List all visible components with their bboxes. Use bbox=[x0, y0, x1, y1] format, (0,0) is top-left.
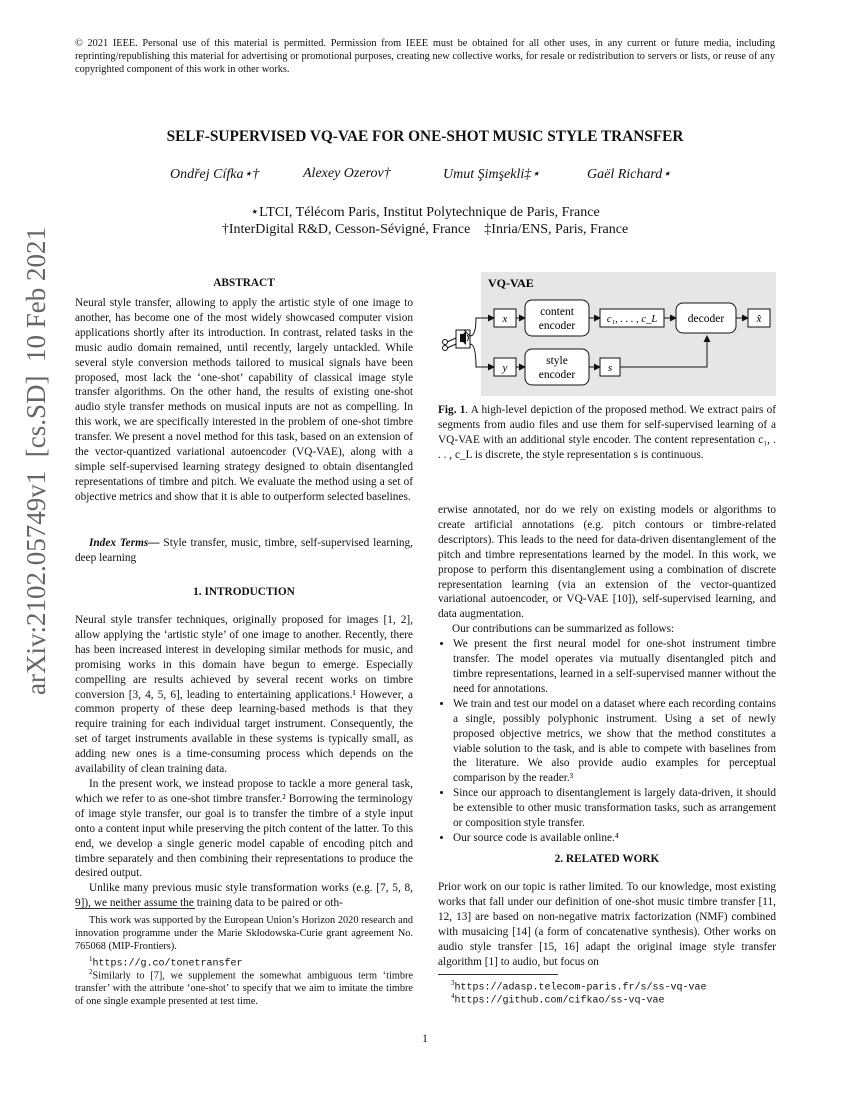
contribution-item: • Our source code is available online.⁴ bbox=[453, 831, 776, 846]
figure-caption-text: . A high-level depiction of the proposed method. We extract pairs of segments from audio files and use them for self-supervised learning of a VQ-VAE with an additional style encoder. The content representation c₁, . . . , c_L is discrete, the style representation s is continuous. bbox=[438, 404, 776, 461]
scissors-icon bbox=[443, 338, 457, 351]
intro-paragraph-2: In the present work, we instead propose to tackle a more general task, which we refer to as one-shot timbre transfer.² Borrowing the terminology of image style transfer, our goal is to transfer the timbre of a style input onto a content input while preserving the pitch content of the latter. To this end, we develop a single generic model capable of encoding pitch and timbre separately and then combining their representations to produce the desired output. bbox=[75, 777, 413, 880]
figure-caption bbox=[438, 403, 776, 463]
footnote-2 bbox=[75, 966, 413, 1008]
index-terms-text: Style transfer, music, timbre, self-supervised learning, deep learning bbox=[75, 537, 413, 564]
affiliation-2: †InterDigital R&D, Cesson-Sévigné, France ‡Inria/ENS, Paris, France bbox=[221, 222, 629, 237]
intro-paragraph-3: Unlike many previous music style transformation works (e.g. [7, 5, 8, 9]), we neither assume the training data to be paired or oth- bbox=[75, 882, 413, 910]
contributions-list bbox=[438, 637, 776, 846]
x-input-label: x bbox=[502, 313, 508, 325]
footnote-4-mark: 4 bbox=[451, 992, 455, 1000]
footnote-3-mark: 3 bbox=[451, 979, 455, 987]
figure-1 bbox=[436, 272, 776, 400]
index-terms-label: Index Terms— bbox=[89, 537, 160, 549]
y-input-label: y bbox=[502, 362, 508, 374]
abstract-text: Neural style transfer, allowing to apply the artistic style of one image to another, has become one of the most widely showcased computer vision applications shortly after its introduction. In contrast, related tasks in the music audio domain remained, until recently, largely untackled. While several style conversion methods tailored to musical signals have been proposed, most lack the ‘one-shot’ capability of classical image style transfer algorithms. On the other hand, the results of existing one-shot audio style transfer methods on musical inputs are not as compelling. In this work, we are specifically interested in the problem of one-shot timbre transfer. We present a novel method for this task, based on an extension of the vector-quantized variational autoencoder (VQ-VAE), along with a simple self-supervised learning strategy designed to obtain disentangled representations of timbre and pitch. We evaluate the method using a set of objective metrics and show that it is able to outperform selected baselines. bbox=[75, 297, 413, 503]
author-2: Alexey Ozerov† bbox=[303, 166, 391, 181]
footnote-rule-right bbox=[438, 974, 558, 975]
intro-heading: 1. INTRODUCTION bbox=[193, 586, 295, 598]
intro-paragraph-1: Neural style transfer techniques, originally proposed for images [1, 2], allow applying the ‘artistic style’ of one image to another. Recently, there has been increased interest in developing similar methods for music, and promising works in this domain have begun to emerge. Especially compelling are results achieved by several recent works on timbre conversion [3, 4, 5, 6], leading to entertaining applications.¹ However, a common property of these deep learning-based methods is that they require training for each individual target instrument. Consequently, the set of target instruments available in these systems is typically small, as adding new ones is a time-consuming process which depends on the availability of clean training data. bbox=[75, 614, 413, 776]
page-number: 1 bbox=[422, 1033, 428, 1045]
contribution-item: • Since our approach to disentanglement is largely data-driven, it should be extensible to other music transformation tasks, such as arrangement or composition style transfer. bbox=[453, 786, 776, 831]
codes-label: c₁, . . . , c_L bbox=[606, 314, 658, 325]
author-1: Ondřej Cífka⋆† bbox=[170, 167, 260, 182]
footnote-1-mark: 1 bbox=[89, 955, 93, 963]
audio-file-icon bbox=[456, 330, 470, 348]
index-terms bbox=[75, 536, 413, 566]
right-column-text bbox=[438, 503, 776, 846]
style-encoder-label-2: encoder bbox=[538, 369, 576, 381]
vq-vae-title: VQ-VAE bbox=[488, 276, 534, 290]
content-encoder-label-2: encoder bbox=[538, 320, 576, 332]
intro-continued: erwise annotated, nor do we rely on existing models or algorithms to create artificial annotations (e.g. pitch contours or timbre-related descriptors). This leads to the need for data-driven disentanglement of the pitch and timbre representations learned by the model. In this work, we propose to perform this disentanglement using a combination of discrete representation learning (via an extension of the vector-quantized variational autoencoder, or VQ-VAE [10]), self-supervised learning, and data augmentation. bbox=[438, 504, 776, 621]
footnote-3-link[interactable]: https://adasp.telecom-paris.fr/s/ss-vq-vae bbox=[454, 982, 707, 994]
related-work-heading: 2. RELATED WORK bbox=[554, 853, 660, 865]
footnote-rule-left bbox=[75, 908, 195, 909]
footnote-4 bbox=[451, 990, 776, 1007]
funding-footnote: This work was supported by the European Union’s Horizon 2020 research and innovation programme under the Marie Skłodowska-Curie grant agreement No. 765068 (MIP-Frontiers). bbox=[75, 915, 413, 952]
intro-text bbox=[75, 613, 413, 911]
style-encoder-label-1: style bbox=[546, 355, 568, 367]
output-label: x̂ bbox=[756, 313, 762, 325]
contributions-intro: Our contributions can be summarized as follows: bbox=[452, 623, 675, 636]
abstract-heading: ABSTRACT bbox=[213, 277, 275, 289]
decoder-label: decoder bbox=[687, 313, 725, 325]
contribution-item: • We train and test our model on a dataset where each recording contains a single, possibly polyphonic instrument. Using a set of newly proposed objective metrics, we show that the method constitutes a viable solution to the task, and is able to compete with baselines from the literature. We also provide audio examples for perceptual comparison by the reader.³ bbox=[453, 697, 776, 786]
paper-title: SELF-SUPERVISED VQ-VAE FOR ONE-SHOT MUSIC STYLE TRANSFER bbox=[166, 128, 684, 145]
figure-caption-label: Fig. 1 bbox=[438, 404, 466, 416]
arxiv-id: arXiv:2102.05749v1 [cs.SD] 10 Feb 2021 bbox=[21, 227, 51, 695]
author-3: Umut Şimşekli‡⋆ bbox=[443, 167, 541, 182]
style-vector-label: s bbox=[607, 362, 613, 374]
footnote-4-link[interactable]: https://github.com/cifkao/ss-vq-vae bbox=[454, 995, 665, 1007]
related-work-text: Prior work on our topic is rather limited. To our knowledge, most existing works that fall under our definition of one-shot music timbre transfer [11, 12, 13] are based on non-negative matrix factorization (NMF) combined with musaicing [14] (a form of concatenative synthesis). Other works on audio style transfer [15, 16] adapt the original image style transfer algorithm [1] to audio, but focus on bbox=[438, 881, 776, 968]
footnote-1-link[interactable]: https://g.co/tonetransfer bbox=[92, 958, 243, 970]
footnote-2-text: Similarly to [7], we supplement the somewhat ambiguous term ‘timbre transfer’ with the attribute ‘one-shot’ to specify that we aim to imitate the timbre of one single example presented at test time. bbox=[75, 970, 413, 1008]
author-4: Gaël Richard⋆ bbox=[587, 167, 672, 182]
copyright-notice: © 2021 IEEE. Personal use of this material is permitted. Permission from IEEE must be obtained for all other uses, in any current or future media, including reprinting/republishing this material for advertising or promotional purposes, creating new collective works, for resale or redistribution to servers or lists, or reuse of any copyrighted component of this work in other works. bbox=[75, 38, 775, 75]
contribution-item: • We present the first neural model for one-shot instrument timbre transfer. The model operates via mutually disentangled pitch and timbre representations, learned in a self-supervised manner without the need for annotations. bbox=[453, 637, 776, 697]
content-encoder-label-1: content bbox=[540, 306, 574, 318]
footnote-2-mark: 2 bbox=[89, 968, 93, 976]
vq-vae-diagram bbox=[436, 272, 776, 400]
affiliation-1: ⋆LTCI, Télécom Paris, Institut Polytechnique de Paris, France bbox=[250, 205, 600, 220]
